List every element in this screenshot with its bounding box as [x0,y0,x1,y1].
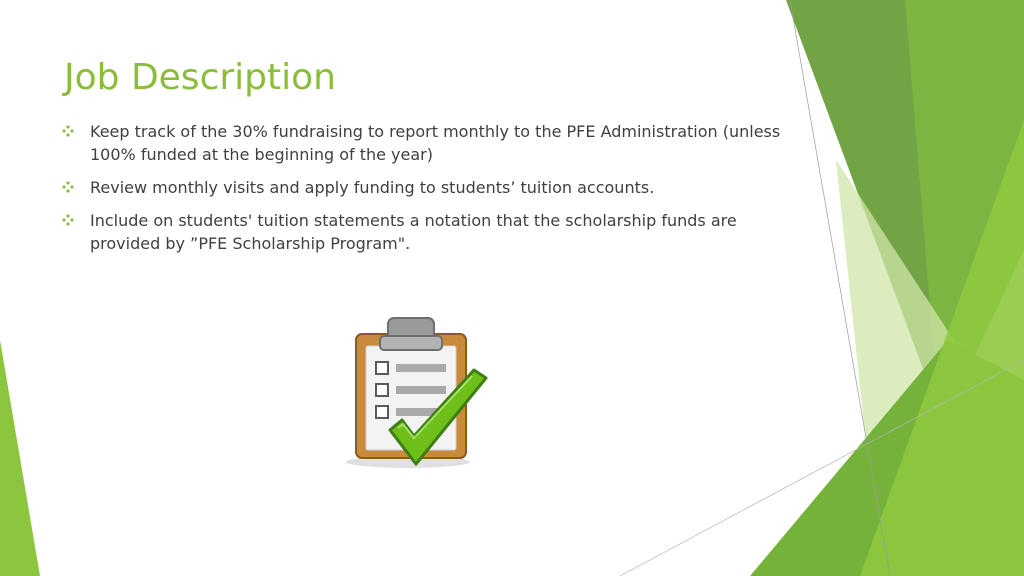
bullet-item [62,209,802,255]
bullet-text: Review monthly visits and apply funding to students’ tuition accounts. [90,178,655,197]
bullet-item [62,176,802,199]
bullet-item [62,120,802,166]
bullet-text: Keep track of the 30% fundraising to report monthly to the PFE Administration (unless 100% funded at the beginning of the year) [90,122,781,164]
clipboard-checklist-check-icon [338,312,494,478]
bullet-text: Include on students' tuition statements a notation that the scholarship funds are provided by ”PFE Scholarship Program". [90,211,737,253]
diamond-cluster-bullet-icon [62,214,74,226]
diamond-cluster-bullet-icon [62,125,74,137]
left-edge-shape [0,340,40,576]
diamond-cluster-bullet-icon [62,181,74,193]
page-title: Job Description [64,57,336,98]
bullet-list [62,120,802,265]
